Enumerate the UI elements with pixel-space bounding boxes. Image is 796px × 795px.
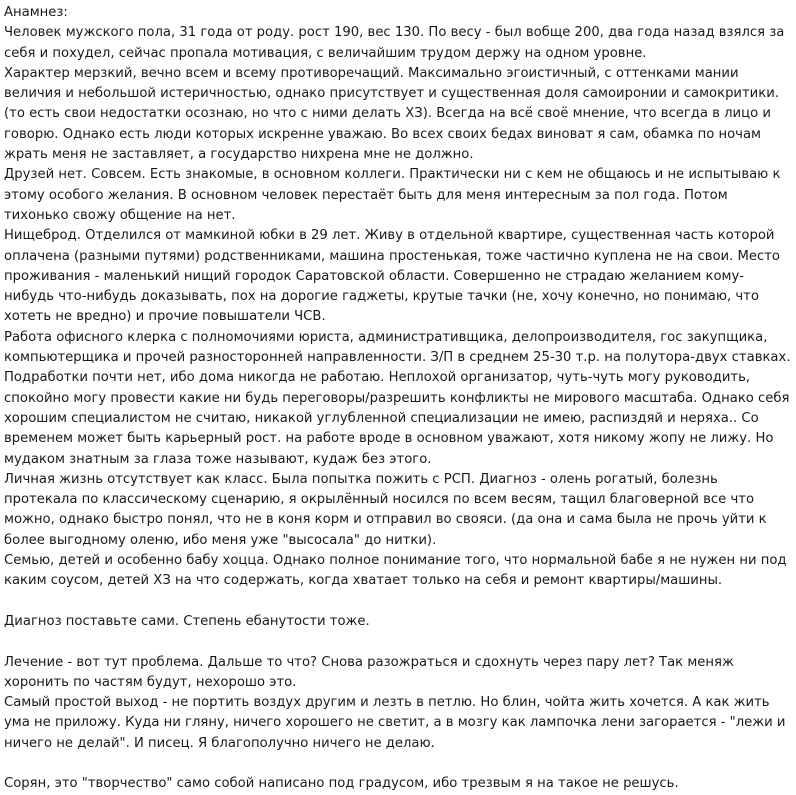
paragraph-treatment: Лечение - вот тут проблема. Дальше то что? Снова разожраться и сдохнуть через пару лет? Так меняж хоронить по частям будут, нехорошо это.	[4, 654, 734, 690]
paragraph-friends: Друзей нет. Совсем. Есть знакомые, в основном коллеги. Практически ни с кем не общаюсь и не испытываю к этому особого желания. В основном человек перестаёт быть для меня интересным за пол года. Потом тихонько свожу общение на нет.	[4, 167, 781, 223]
paragraph-work: Работа офисного клерка с полномочиями юриста, административщика, делопроизводителя, гос закупщика, компьютерщика и прочей разносторонней направленности. З/П в среднем 25-30 т.р. на полутора-двух ставках. Подработки почти нет, ибо дома никогда не работаю. Неплохой организатор, чуть-чуть могу руководить, спокойно могу провести какие ни будь переговоры/разрешить конфликты не мирового масштаба. Однако себя хорошим специалистом не считаю, никакой углубленной специализации не имею, распиздяй и неряха.. Со временем может быть карьерный рост. на работе вроде в основном уважают, хотя никому жопу не лижу. Но мудаком знатным за глаза тоже называют, кудаж без этого.	[4, 329, 791, 467]
paragraph-anamnesis-body: Человек мужского пола, 31 года от роду. рост 190, вес 130. По весу - был вобще 200, два года назад взялся за себя и похудел, сейчас пропала мотивация, с величайшим трудом держу на одном уровне.	[4, 25, 785, 61]
blank-line	[4, 754, 792, 774]
blank-line	[4, 632, 792, 652]
paragraph-simple-way-out: Самый простой выход - не портить воздух другим и лезть в петлю. Но блин, чойта жить хочется. А как жить ума не приложу. Куда ни гляну, ничего хорошего не светит, а в мозгу как лампочка лени загорается - "лежи и ничего не делай". И писец. Я благополучно ничего не делаю.	[4, 695, 786, 751]
paragraph-closing: Сорян, это "творчество" само собой написано под градусом, ибо трезвым я на такое не решусь.	[4, 776, 679, 792]
post-heading: Анамнез:	[4, 5, 68, 20]
paragraph-finances: Нищеброд. Отделился от мамкиной юбки в 29 лет. Живу в отдельной квартире, существенная часть которой оплачена (разными путями) родственниками, машина простенькая, тоже частично куплена не на свои. Место проживания - маленький нищий городок Саратовской области. Совершенно не страдаю желанием кому-нибудь что-нибудь доказывать, пох на дорогие гаджеты, крутые тачки (не, хочу конечно, но понимаю, что хотеть не вредно) и прочие повышатели ЧСВ.	[4, 228, 780, 325]
paragraph-personal-life: Личная жизнь отсутствует как класс. Была попытка пожить с РСП. Диагноз - олень рогатый, болезнь протекала по классическому сценарию, я окрылённый носился по всем весям, тащил благоверной все что можно, однако быстро понял, что не в коня корм и отправил во свояси. (да она и сама была не прочь уйти к более выгодному оленю, ибо меня уже "высосала" до нитки).	[4, 471, 767, 548]
paragraph-character: Характер мерзкий, вечно всем и всему противоречащий. Максимально эгоистичный, с оттенками мании величия и небольшой истеричностью, однако присутствует и существенная доля самоиронии и самокритики. (то есть свои недостатки осознаю, но что с ними делать ХЗ). Всегда на всё своё мнение, что всегда в лицо и говорю. Однако есть люди которых искренне уважаю. Во всех своих бедах виноват я сам, обамка по ночам жрать меня не заставляет, а государство нихрена мне не должно.	[4, 65, 779, 163]
paragraph-diagnosis: Диагноз поставьте сами. Степень ебанутости тоже.	[4, 613, 370, 629]
blank-line	[4, 592, 792, 612]
paragraph-family: Семью, детей и особенно бабу хоцца. Однако полное понимание того, что нормальной бабе я не нужен ни под каким соусом, детей ХЗ на что содержать, когда хватает только на себя и ремонт квартиры/машины.	[4, 553, 787, 589]
